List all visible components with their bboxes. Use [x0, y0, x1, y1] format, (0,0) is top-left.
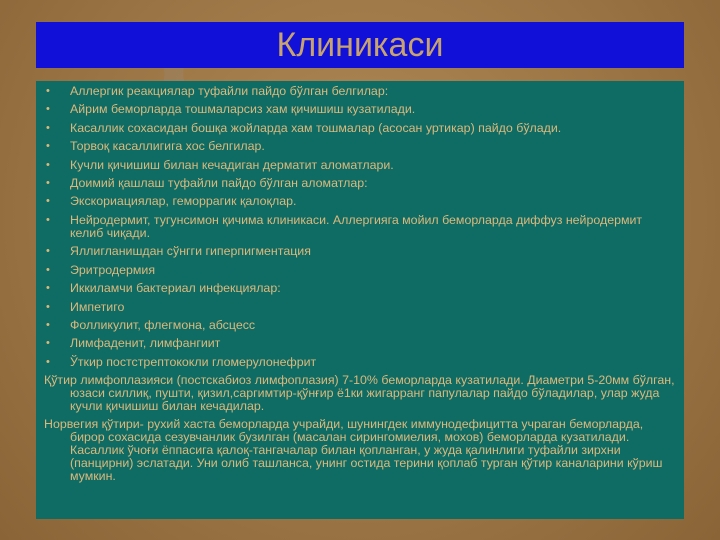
bullet-item	[44, 337, 676, 350]
bullet-dot-icon: •	[46, 103, 50, 116]
bullet-dot-icon: •	[46, 355, 50, 368]
bullet-text: Нейродермит, тугунсимон қичима клиникаси. Аллергияга мойил беморларда диффуз нейродермит келиб чиқади.	[70, 212, 643, 240]
bullet-text: Кучли қичишиш билан кечадиган дерматит аломатлари.	[70, 157, 394, 172]
bullet-item	[44, 122, 676, 135]
bullet-dot-icon: •	[46, 85, 50, 97]
bullet-text: Доимий қашлаш туфайли пайдо бўлган аломатлар:	[70, 175, 368, 190]
bullet-text: Лимфаденит, лимфангиит	[70, 336, 221, 351]
bullet-text: Айрим беморларда тошмаларсиз хам қичишиш кузатилади.	[70, 102, 416, 117]
bullet-item	[44, 214, 676, 240]
content-panel	[36, 81, 684, 519]
bullet-dot-icon: •	[46, 195, 50, 208]
bullet-text: Аллергик реакциялар туфайли пайдо бўлган белгилар:	[70, 84, 389, 98]
bullet-item	[44, 301, 676, 314]
bullet-item	[44, 264, 676, 277]
bullet-item	[44, 159, 676, 172]
bullet-text: Касаллик сохасидан бошқа жойларда хам тошмалар (асосан уртикар) пайдо бўлади.	[70, 120, 562, 135]
bullet-text: Яллигланишдан сўнгги гиперпигментация	[70, 244, 311, 259]
bullet-item	[44, 319, 676, 332]
bullet-item	[44, 195, 676, 208]
bullet-dot-icon: •	[46, 300, 50, 313]
bullet-item	[44, 85, 676, 98]
bullet-item	[44, 356, 676, 369]
bullet-text: Фолликулит, флегмона, абсцесс	[70, 317, 256, 332]
bullet-item	[44, 103, 676, 116]
bullet-dot-icon: •	[46, 282, 50, 295]
bullet-item	[44, 140, 676, 153]
slide-title: Клиникаси	[276, 25, 444, 64]
bullet-text: Торвоқ касаллигига хос белгилар.	[70, 139, 265, 154]
bullet-list	[44, 85, 676, 369]
watermark: ✦	[132, 32, 218, 118]
bullet-dot-icon: •	[46, 263, 50, 276]
bullet-text: Ўткир постстрептококли гломерулонефрит	[70, 354, 317, 369]
bullet-dot-icon: •	[46, 176, 50, 189]
bullet-dot-icon: •	[46, 337, 50, 350]
bullet-text: Эритродермия	[70, 262, 156, 277]
bullet-dot-icon: •	[46, 213, 50, 226]
bullet-text: Импетиго	[70, 299, 125, 314]
bullet-item	[44, 177, 676, 190]
body-paragraph: Қўтир лимфоплазияси (постскабиоз лимфоплазия) 7-10% беморларда кузатилади. Диаметри 5-20мм бўлган, юзаси силлиқ, пушти, қизил,саргимтир-қўнғир ё1ки жигарранг папулалар пайдо бўладилар, улар жуда кучли қичишиш билан кечадилар.	[44, 373, 675, 414]
paragraph-list	[44, 374, 676, 484]
title-bar	[36, 22, 684, 68]
bullet-item	[44, 245, 676, 258]
body-paragraph: Норвегия қўтири- рухий хаста беморларда учрайди, шунингдек иммунодефицитта учраган беморларда, бирор сохасида сезувчанлик бузилган (масалан сирингомиелия, мохов) беморларда кузатилади. Касаллик ўчоғи ёппасига қалоқ-тангачалар билан қопланган, у жуда қалинлиги туфайли зирхни (панцирни) эслатади. Уни олиб ташланса, унинг остида терини қоплаб турган қўтир каналарини кўриш мумкин.	[44, 416, 663, 484]
bullet-dot-icon: •	[46, 318, 50, 331]
bullet-text: Иккиламчи бактериал инфекциялар:	[70, 281, 281, 296]
bullet-dot-icon: •	[46, 140, 50, 153]
bullet-dot-icon: •	[46, 158, 50, 171]
bullet-dot-icon: •	[46, 245, 50, 258]
bullet-item	[44, 282, 676, 295]
bullet-text: Экскориациялар, геморрагик қалоқлар.	[70, 194, 297, 209]
bullet-dot-icon: •	[46, 121, 50, 134]
